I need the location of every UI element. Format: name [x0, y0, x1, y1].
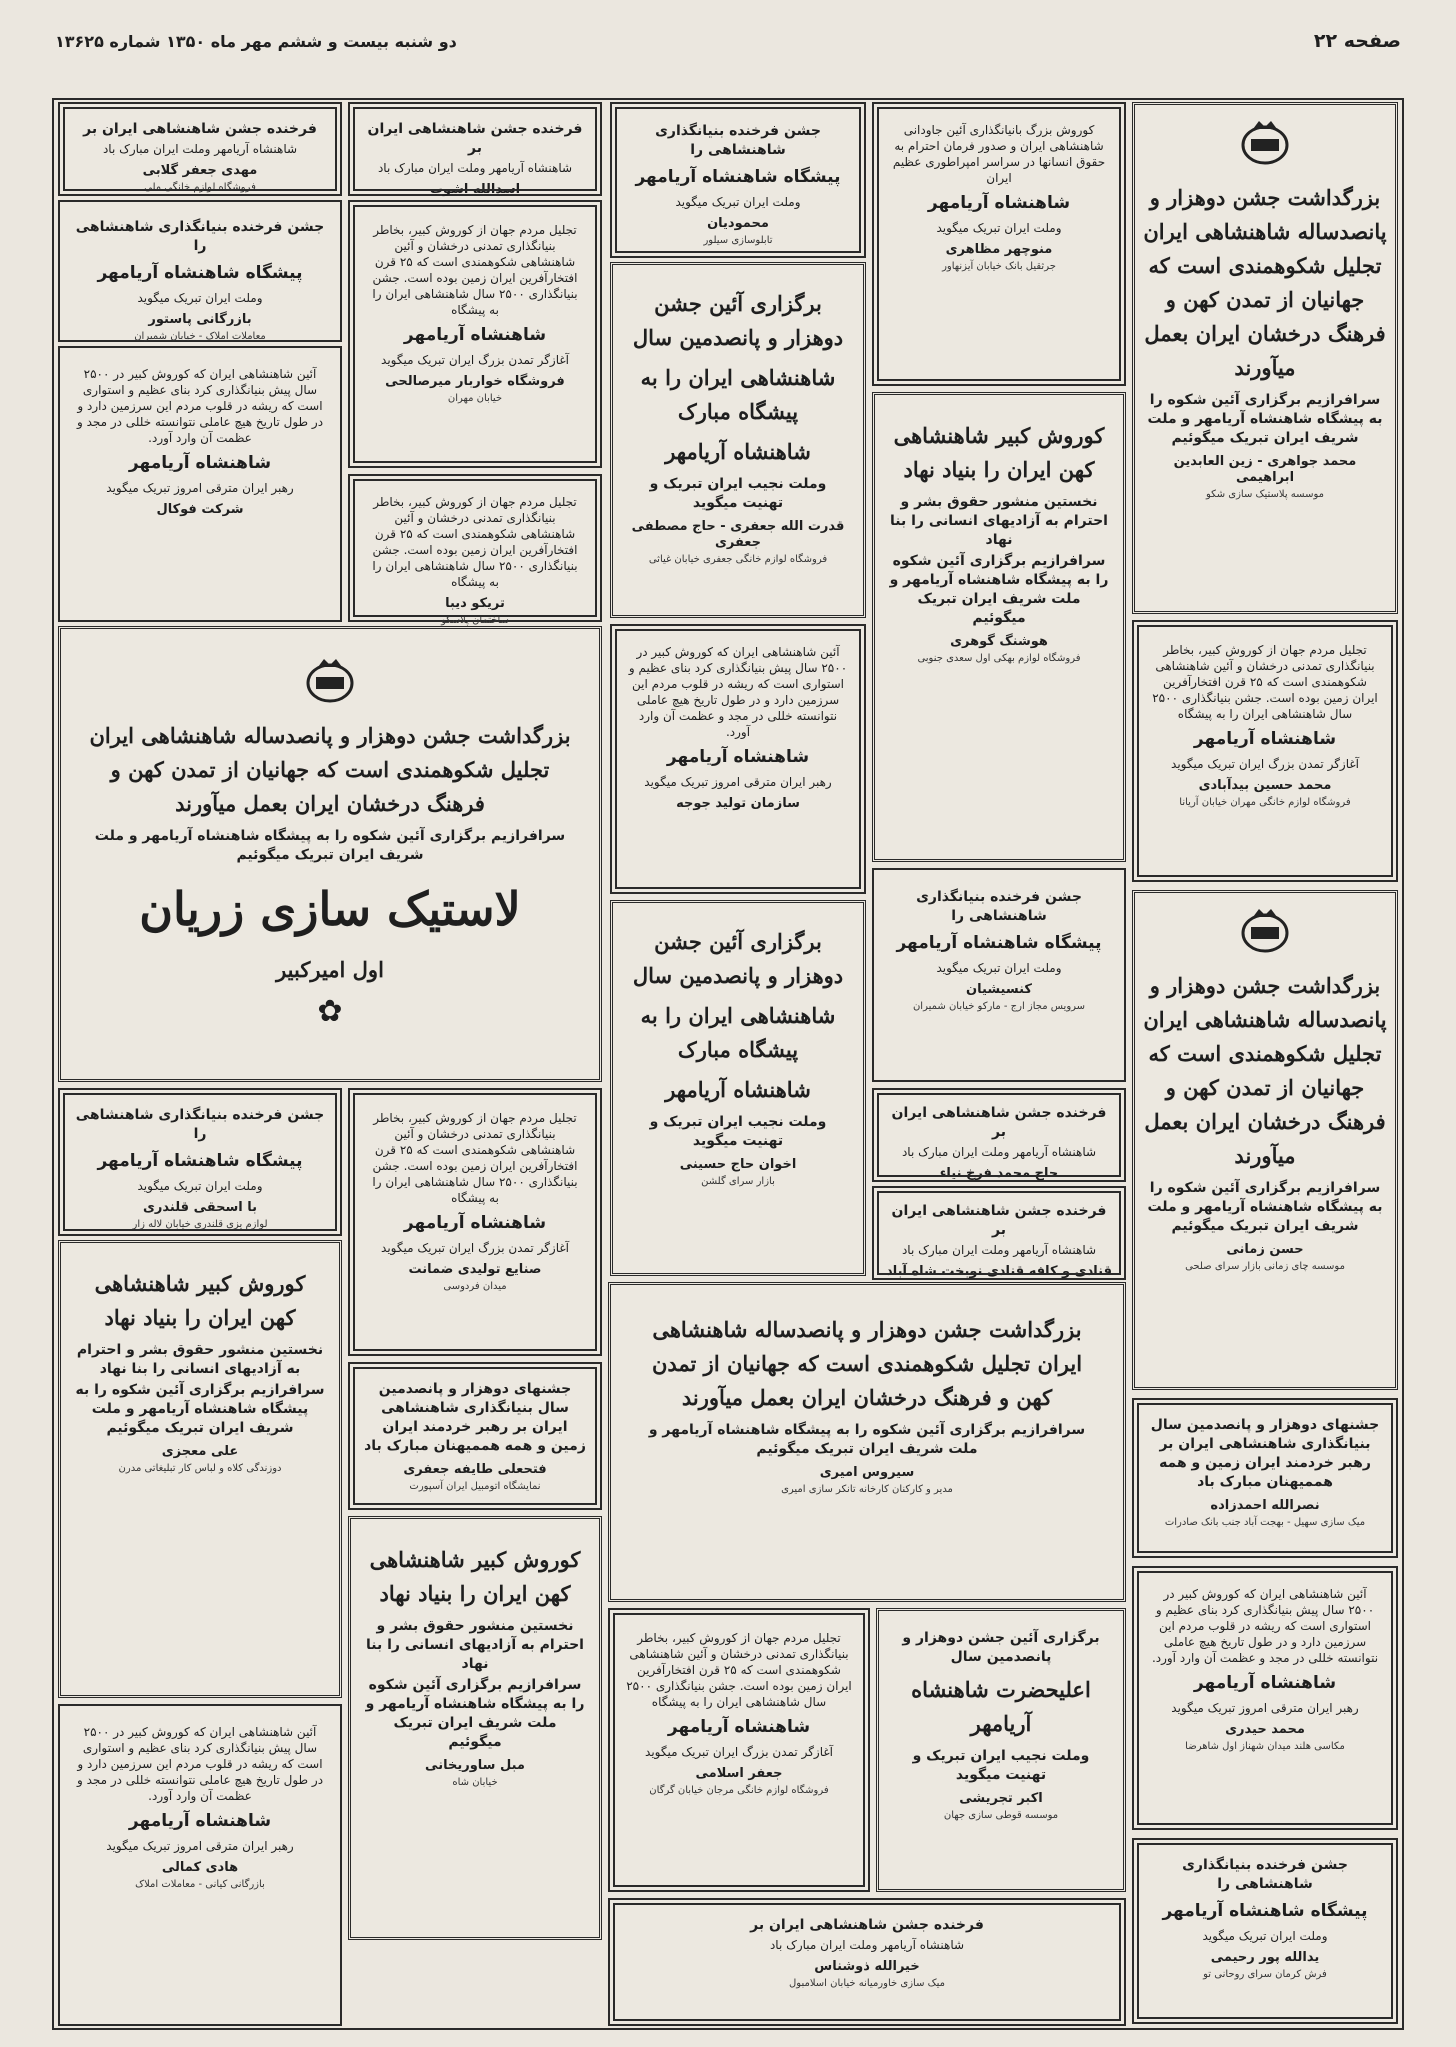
sarfaraz-text: سرافرازیم برگزاری آئین شکوه را به پیشگاه شاهنشاه آریامهر و ملت شریف ایران تبریک میگوئیم [75, 1382, 325, 1436]
jashnha-text: جشنهای دوهزار و پانصدمین سال بنیانگذاری شاهنشاهی ایران بر رهبر خردمند ایران زمین و همه هممیهنان مبارک باد [1150, 1417, 1380, 1490]
signature-sub: معاملات املاک - خیابان شمیران [134, 331, 266, 342]
bargozari-text: برگزاری آئین جشن دوهزار و پانصدمین سال [632, 929, 844, 988]
shahanshah-title: شاهنشاه آریامهر [128, 1811, 272, 1831]
zarrian-name: لاستیک سازی زریان [139, 882, 521, 936]
page-header [55, 30, 1401, 56]
crown-emblem-icon [87, 649, 573, 713]
ad-kourosh-gohari [872, 392, 1126, 862]
signature: خیرالله ذوشناس [814, 1959, 920, 1974]
pishgah-title: پیشگاه شاهنشاه آریامهر [896, 933, 1102, 953]
bargozari2-text: شاهنشاهی ایران را به پیشگاه مبارک [640, 1003, 836, 1062]
signature-sub: فروشگاه لوازم بهکی اول سعدی جنوبی [917, 653, 1081, 664]
signature: قنادی و کافه قنادی نوبخت شاه آباد [886, 1264, 1112, 1279]
tabrik-text: وملت ایران تبریک میگوید [1202, 1929, 1328, 1943]
bargozari-text: برگزاری آئین جشن دوهزار و پانصدمین سال [902, 1630, 1100, 1665]
jashn-farkhonde: جشن فرخنده بنیانگذاری شاهنشاهی را [655, 123, 821, 158]
farkhonde-text: فرخنده جشن شاهنشاهی ایران بر [891, 1203, 1107, 1238]
signature-sub: مدیر و کارکنان کارخانه تانکر سازی امیری [781, 1484, 953, 1495]
tabrik-text: وملت ایران تبریک میگوید [675, 195, 801, 209]
signature: مبل ساوریخانی [425, 1758, 525, 1773]
signature: تریکو دیبا [445, 596, 505, 611]
signature: کنسیشیان [966, 982, 1032, 997]
farkhonde2-text: شاهنشاه آریامهر وملت ایران مبارک باد [769, 1938, 965, 1952]
ad-nobakht [872, 1186, 1126, 1280]
shahanshah-title: شاهنشاه آریامهر [927, 193, 1071, 213]
jashn-farkhonde: جشن فرخنده بنیانگذاری شاهنشاهی را [916, 889, 1082, 924]
ad-tajlil-diba [348, 474, 602, 626]
tabrik-text: وملت ایران تبریک میگوید [936, 961, 1062, 975]
ad-bozorgdasht-2 [1132, 890, 1398, 1390]
farkhonde2-text: شاهنشاه آریامهر وملت ایران مبارک باد [901, 1243, 1097, 1257]
signature-sub: فروشگاه لوازم خانگی ملی [144, 182, 256, 193]
pishgah-title: پیشگاه شاهنشاه آریامهر [97, 1151, 303, 1171]
kourosh3-text: نخستین منشور حقوق بشر و احترام به آزادیهای انسانی را بنا نهاد [366, 1618, 584, 1672]
sarfaraz-text: سرافرازیم برگزاری آئین شکوه را به پیشگاه شاهنشاه آریامهر و ملت شریف ایران تبریک میگوئیم [365, 1677, 585, 1750]
signature: مهدی جعفر گلابی [142, 163, 258, 178]
signature: بازرگانی پاستور [148, 312, 252, 327]
kourosh2-text: کوروش کبیر شاهنشاهی کهن ایران را بنیاد نهاد [893, 423, 1105, 482]
zarrian-address: اول امیرکبیر [276, 957, 384, 982]
rahbar-text: رهبر ایران مترقی امروز تبریک میگوید [106, 481, 294, 495]
flower-ornament-icon: ✿ [317, 994, 343, 1029]
farkhonde-text: فرخنده جشن شاهنشاهی ایران بر [891, 1105, 1107, 1140]
pishgah-title: پیشگاه شاهنشاه آریامهر [97, 263, 303, 283]
jashn-farkhonde: جشن فرخنده بنیانگذاری شاهنشاهی را [75, 1107, 325, 1142]
signature: منوچهر مظاهری [945, 242, 1053, 257]
ad-kourosh-savarikhani [348, 1516, 602, 1940]
kourosh2-text: کوروش کبیر شاهنشاهی کهن ایران را بنیاد نهاد [369, 1547, 581, 1606]
signature-sub: موسسه قوطی سازی جهان [943, 1810, 1059, 1821]
signature: اسدالله اشوب [429, 182, 521, 197]
tabrik-text: وملت ایران تبریک میگوید [137, 1179, 263, 1193]
ad-kourosh-mozaheri [872, 102, 1126, 386]
dateline: دو شنبه بیست و ششم مهر ماه ۱۳۵۰ شماره ۱۳۶۲۵ [55, 32, 457, 51]
signature-sub: موسسه چای زمانی بازار سرای صلحی [1185, 1261, 1345, 1272]
bargozari3-text: وملت نجیب ایران تبریک و تهنیت میگوید [649, 1114, 827, 1149]
ad-ghalandari [58, 1088, 342, 1236]
ad-farkhonde-zoshenas [608, 1898, 1126, 2026]
aghazgar-text: آغازگر تمدن بزرگ ایران تبریک میگوید [1171, 757, 1359, 771]
kourosh2-text: کوروش کبیر شاهنشاهی کهن ایران را بنیاد نهاد [94, 1271, 306, 1330]
aein-text: آئین شاهنشاهی ایران که کوروش کبیر در ۲۵۰۰ سال پیش بنیانگذاری کرد بنای عظیم و استواری است که ریشه در قلوب مردم این سرزمین دارد و در طول تاریخ هیچ عاملی نتوانسته خللی در مجد و عظمت آن وارد آورد. [76, 1725, 324, 1803]
signature-sub: میک سازی خاورمیانه خیابان اسلامبول [789, 1978, 945, 1989]
ad-bargozari-hosseini [610, 900, 866, 1276]
signature-sub: خیابان مهران [447, 393, 503, 404]
ad-farkhonde-golabi [58, 102, 342, 196]
signature-sub: فروشگاه لوازم خانگی مهران خیابان آریانا [1179, 797, 1351, 808]
shahanshah-title: شاهنشاه آریامهر [403, 325, 547, 345]
sarfaraz-text: سرافرازیم برگزاری آئین شکوه را به پیشگاه شاهنشاه آریامهر و ملت شریف ایران تبریک میگوئیم [94, 828, 566, 863]
signature-sub: جرثقیل بانک خیابان آیزنهاور [942, 261, 1056, 272]
signature: قدرت الله جعفری - حاج مصطفی جعفری [631, 519, 845, 550]
ad-jashnha-ahmadzadeh [1132, 1398, 1398, 1558]
signature-sub: خیابان شاه [452, 1777, 498, 1788]
ad-tajlil-eslami [608, 1608, 870, 1892]
ad-bargozari-jafari [610, 262, 866, 618]
signature-sub: سرویس مجاز ارج - مارکو خیابان شمیران [912, 1001, 1086, 1012]
ad-pastor [58, 200, 342, 342]
tajlil-text: تجلیل مردم جهان از کوروش کبیر، بخاطر بنیانگذاری تمدنی درخشان و آئین شاهنشاهی شکوهمندی است که ۲۵ قرن افتخارآفرین ایران زمین بوده است. جشن بنیانگذاری ۲۵۰۰ سال شاهنشاهی ایران را به پیشگاه [372, 1111, 578, 1205]
ad-jashnha-jafari [348, 1362, 602, 1510]
rahbar-text: رهبر ایران مترقی امروز تبریک میگوید [644, 775, 832, 789]
pishgah-title: پیشگاه شاهنشاه آریامهر [635, 167, 841, 187]
signature: نصرالله احمدزاده [1210, 1498, 1320, 1513]
aghazgar-text: آغازگر تمدن بزرگ ایران تبریک میگوید [381, 1241, 569, 1255]
shahanshah-title: شاهنشاه آریامهر [666, 747, 810, 767]
farkhonde-text: فرخنده جشن شاهنشاهی ایران بر [367, 121, 583, 156]
signature: حاج محمد فرخ نیاء [939, 1166, 1059, 1181]
jashnha-text: جشنهای دوهزار و پانصدمین سال بنیانگذاری شاهنشاهی ایران بر رهبر خردمند ایران زمین و همه هممیهنان مبارک باد [364, 1381, 586, 1454]
sarfaraz-text: سرافرازیم برگزاری آئین شکوه را به پیشگاه شاهنشاه آریامهر و ملت شریف ایران تبریک میگوئیم [889, 553, 1109, 626]
tajlil-text: تجلیل مردم جهان از کوروش کبیر، بخاطر بنیانگذاری تمدنی درخشان و آئین شاهنشاهی شکوهمندی است که ۲۵ قرن افتخارآفرین ایران زمین بوده است. جشن بنیانگذاری ۲۵۰۰ سال شاهنشاهی ایران را به پیشگاه [372, 495, 578, 589]
signature: سیروس امیری [819, 1465, 915, 1480]
ad-ala-tajrishi [876, 1608, 1126, 1892]
farkhonde2-text: شاهنشاه آریامهر وملت ایران مبارک باد [377, 161, 573, 175]
tabrik-text: وملت ایران تبریک میگوید [137, 291, 263, 305]
signature: اخوان حاج حسینی [679, 1157, 797, 1172]
signature-sub: نمایشگاه اتومبیل ایران آسپورت [409, 1481, 541, 1492]
bargozari2-text: شاهنشاهی ایران را به پیشگاه مبارک [640, 365, 836, 424]
shahanshah-title: شاهنشاه آریامهر [1193, 1673, 1337, 1693]
aein-text: آئین شاهنشاهی ایران که کوروش کبیر در ۲۵۰۰ سال پیش بنیانگذاری کرد بنای عظیم و استواری است که ریشه در قلوب مردم این سرزمین دارد و در طول تاریخ هیچ عاملی نتوانسته خللی در مجد و عظمت آن وارد آورد. [628, 645, 848, 739]
ad-amiri [608, 1282, 1126, 1602]
bozorgdasht-text: بزرگداشت جشن دوهزار و پانصدساله شاهنشاهی ایران تجلیل شکوهمندی است که جهانیان از تمدن کهن و فرهنگ درخشان ایران بعمل میآورند [1143, 973, 1387, 1168]
aghazgar-text: آغازگر تمدن بزرگ ایران تبریک میگوید [381, 353, 569, 367]
signature: حسن زمانی [1226, 1242, 1304, 1257]
ad-tajlil-bidabadi [1132, 620, 1398, 882]
sarfaraz-text: سرافرازیم برگزاری آئین شکوه را به پیشگاه شاهنشاه آریامهر و ملت شریف ایران تبریک میگوئیم [1147, 392, 1383, 446]
signature-sub: بازرگانی کیانی - معاملات املاک [135, 1879, 265, 1890]
bozorgdasht-text: بزرگداشت جشن دوهزار و پانصدساله شاهنشاهی ایران تجلیل شکوهمندی است که جهانیان از تمدن کهن و فرهنگ درخشان ایران بعمل میآورند [651, 1317, 1083, 1410]
shahanshah-title: شاهنشاه آریامهر [128, 453, 272, 473]
signature: با اسحقی قلندری [143, 1200, 257, 1215]
bozorgdasht-text: بزرگداشت جشن دوهزار و پانصدساله شاهنشاهی ایران تجلیل شکوهمندی است که جهانیان از تمدن کهن و فرهنگ درخشان ایران بعمل میآورند [1143, 185, 1387, 380]
signature-sub: میک سازی سهیل - بهجت آباد جنب بانک صادرات [1164, 1517, 1366, 1528]
signature: علی معجزی [161, 1444, 239, 1459]
signature-sub: فرش کرمان سرای روحانی تو [1203, 1969, 1327, 1980]
ad-farkhonde-ashoub [348, 102, 602, 196]
signature: سازمان تولید جوجه [676, 796, 800, 811]
signature: صنایع تولیدی ضمانت [408, 1262, 542, 1277]
kourosh3-text: نخستین منشور حقوق بشر و احترام به آزادیهای انسانی را بنا نهاد [890, 494, 1108, 548]
signature: یدالله پور رحیمی [1210, 1950, 1320, 1965]
sarfaraz-text: سرافرازیم برگزاری آئین شکوه را به پیشگاه شاهنشاه آریامهر و ملت شریف ایران تبریک میگوئیم [648, 1422, 1086, 1457]
pishgah-title: پیشگاه شاهنشاه آریامهر [1162, 1901, 1368, 1921]
shahanshah-title: شاهنشاه آریامهر [665, 1077, 811, 1102]
signature-sub: موسسه پلاستیک سازی شکو [1206, 489, 1324, 500]
signature: فروشگاه خواربار میرصالحی [385, 374, 565, 389]
ad-aein-focal [58, 346, 342, 622]
signature: محمودیان [707, 216, 769, 231]
ad-aein-heydari [1132, 1566, 1398, 1830]
rahbar-text: رهبر ایران مترقی امروز تبریک میگوید [1171, 1701, 1359, 1715]
ad-kourosh-mojezi [58, 1240, 342, 1698]
signature: شرکت فوکال [156, 502, 244, 517]
bargozari3-text: وملت نجیب ایران تبریک و تهنیت میگوید [649, 476, 827, 511]
tabrik-text: وملت ایران تبریک میگوید [936, 221, 1062, 235]
signature-sub: لوازم یزی قلندری خیابان لاله زار [132, 1219, 268, 1230]
kourosh3-text: نخستین منشور حقوق بشر و احترام به آزادیهای انسانی را بنا نهاد [76, 1342, 324, 1377]
ad-bozorgdasht-1 [1132, 102, 1398, 614]
farkhonde-text: فرخنده جشن شاهنشاهی ایران بر [750, 1917, 984, 1933]
ad-farkhonde-mahmoudian [610, 102, 866, 258]
sarfaraz-text: سرافرازیم برگزاری آئین شکوه را به پیشگاه شاهنشاه آریامهر و ملت شریف ایران تبریک میگوئیم [1147, 1180, 1383, 1234]
aein-text: آئین شاهنشاهی ایران که کوروش کبیر در ۲۵۰۰ سال پیش بنیانگذاری کرد بنای عظیم و استواری است که ریشه در قلوب مردم این سرزمین دارد و در طول تاریخ هیچ عاملی نتوانسته خللی در مجد و عظمت آن وارد آورد. [76, 367, 324, 445]
signature-sub: میدان فردوسی [443, 1281, 507, 1292]
rahbar-text: رهبر ایران مترقی امروز تبریک میگوید [106, 1839, 294, 1853]
farkhonde2-text: شاهنشاه آریامهر وملت ایران مبارک باد [901, 1145, 1097, 1159]
farkhonde2-text: شاهنشاه آریامهر وملت ایران مبارک باد [102, 142, 298, 156]
ad-zarrian [58, 626, 602, 1082]
crown-emblem-icon [1143, 111, 1387, 175]
signature-sub: فروشگاه لوازم خانگی مرجان خیابان گرگان [649, 1785, 829, 1796]
signature-sub: مکاسی هلند میدان شهناز اول شاهرضا [1185, 1741, 1345, 1752]
signature: محمد جواهری - زین العابدین ابراهیمی [1173, 454, 1357, 485]
signature: جعفر اسلامی [695, 1766, 783, 1781]
ad-konsishian [872, 868, 1126, 1082]
tajlil-text: تجلیل مردم جهان از کوروش کبیر، بخاطر بنیانگذاری تمدنی درخشان و آئین شاهنشاهی شکوهمندی است که ۲۵ قرن افتخارآفرین ایران زمین بوده است. جشن بنیانگذاری ۲۵۰۰ سال شاهنشاهی ایران را به پیشگاه [1152, 643, 1378, 721]
bargozari3-text: وملت نجیب ایران تبریک و تهنیت میگوید [912, 1748, 1090, 1783]
signature: هوشنگ گوهری [950, 634, 1048, 649]
signature: اکبر تجریشی [959, 1791, 1043, 1806]
signature: فتحعلی طایفه جعفری [403, 1462, 547, 1477]
aghazgar-text: آغازگر تمدن بزرگ ایران تبریک میگوید [645, 1745, 833, 1759]
signature-sub: ساختمان پلاسکو [441, 615, 509, 626]
signature-sub: تابلوسازی سیلور [703, 235, 773, 246]
signature: محمد حسین بیدآبادی [1198, 778, 1332, 793]
signature-sub: فروشگاه لوازم خانگی جعفری خیابان غیاثی [648, 554, 828, 565]
farkhonde-text: فرخنده جشن شاهنشاهی ایران بر [83, 121, 317, 137]
bozorgdasht-text: بزرگداشت جشن دوهزار و پانصدساله شاهنشاهی ایران تجلیل شکوهمندی است که جهانیان از تمدن کهن و فرهنگ درخشان ایران بعمل میآورند [89, 723, 571, 816]
signature-sub: دوزندگی کلاه و لباس کار تبلیغاتی مدرن [118, 1463, 282, 1474]
signature: هادی کمالی [161, 1860, 239, 1875]
ad-tajlil-mirsalehi [348, 200, 602, 468]
ad-tajlil-zemanat [348, 1088, 602, 1356]
jashn-farkhonde: جشن فرخنده بنیانگذاری شاهنشاهی را [75, 219, 325, 254]
signature-sub: بازار سرای گلشن [701, 1176, 775, 1187]
ad-aein-kamali [58, 1704, 342, 2026]
kourosh-text: کوروش بزرگ بانیانگذاری آئین جاودانی شاهنشاهی ایران و صدور فرمان احترام به حقوق انسانها در سراسر امپراطوری عظیم ایران [892, 123, 1106, 185]
ad-aein-jooje [610, 624, 866, 894]
page-number: صفحه ۲۲ [1313, 30, 1401, 52]
shahanshah-title: شاهنشاه آریامهر [665, 439, 811, 464]
tajlil-text: تجلیل مردم جهان از کوروش کبیر، بخاطر بنیانگذاری تمدنی درخشان و آئین شاهنشاهی شکوهمندی است که ۲۵ قرن افتخارآفرین ایران زمین بوده است. جشن بنیانگذاری ۲۵۰۰ سال شاهنشاهی ایران را به پیشگاه [626, 1631, 852, 1709]
bargozari-text: برگزاری آئین جشن دوهزار و پانصدمین سال [632, 291, 844, 350]
aein-text: آئین شاهنشاهی ایران که کوروش کبیر در ۲۵۰۰ سال پیش بنیانگذاری کرد بنای عظیم و استواری است که ریشه در قلوب مردم این سرزمین دارد و در طول تاریخ هیچ عاملی نتوانسته خللی در مجد و عظمت آن وارد آورد. [1151, 1587, 1379, 1665]
shahanshah-title: شاهنشاه آریامهر [403, 1213, 547, 1233]
ad-pourrahimi [1132, 1838, 1398, 2024]
tajlil-text: تجلیل مردم جهان از کوروش کبیر، بخاطر بنیانگذاری تمدنی درخشان و آئین شاهنشاهی شکوهمندی است که ۲۵ قرن افتخارآفرین ایران زمین بوده است. جشن بنیانگذاری ۲۵۰۰ سال شاهنشاهی ایران را به پیشگاه [372, 223, 578, 317]
shahanshah-title: شاهنشاه آریامهر [667, 1717, 811, 1737]
signature: محمد حیدری [1225, 1722, 1305, 1737]
jashn-farkhonde: جشن فرخنده بنیانگذاری شاهنشاهی را [1182, 1857, 1348, 1892]
ala-title: اعلیحضرت شاهنشاه آریامهر [911, 1677, 1091, 1736]
shahanshah-title: شاهنشاه آریامهر [1193, 729, 1337, 749]
ad-farkhnia [872, 1088, 1126, 1182]
crown-emblem-icon [1143, 899, 1387, 963]
